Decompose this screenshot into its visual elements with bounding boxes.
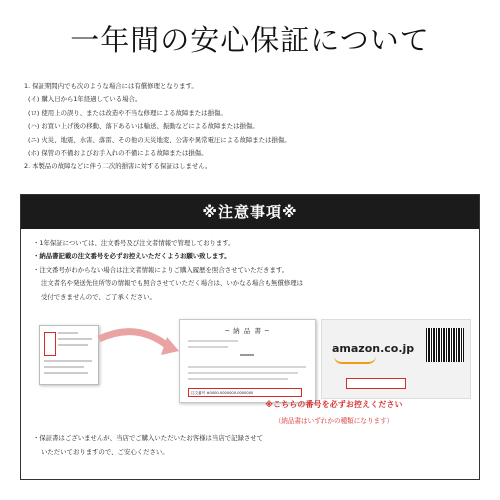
arrow-icon xyxy=(97,325,181,365)
notice-line-emphasis: ・納品書記載の注文番号を必ずお控えいただくようお願い致します。 xyxy=(33,252,231,261)
footer-line: ・保証書はございませんが、当店でご購入いただいたお客様は当店で記録させて xyxy=(33,434,264,442)
footer-notes xyxy=(33,431,473,459)
notice-line: ・注文番号がわからない場合は注文者情報によりご購入履歴を照合させていただきます。 xyxy=(33,265,289,274)
terms-intro: 1. 保証期間内でも次のような場合には有償修理となります。 xyxy=(24,82,198,90)
warranty-terms xyxy=(24,80,484,174)
notice-line: 注文者名や発送先住所等の情報でも照合させていただく場合は、いかなる場合も無償修理は xyxy=(41,279,304,288)
terms-item: (ハ) お買い上げ後の移動、落下あるいは輸送、振動などによる故障または損傷。 xyxy=(28,122,259,131)
gift-slip xyxy=(321,319,471,399)
invoice-document xyxy=(179,319,316,403)
amazon-logo: amazon.co.jp xyxy=(332,342,415,355)
notice-line: 受付できませんので、ご了承ください。 xyxy=(41,292,156,301)
notice-line: ・1年保証については、注文番号及び注文者情報で管理しております。 xyxy=(33,239,235,247)
invoice-illustration xyxy=(39,319,469,425)
terms-item: (イ) 購入日から1年経過している場合。 xyxy=(28,95,142,104)
notice-header: ※注意事項※ xyxy=(21,195,479,229)
order-number-box-2 xyxy=(346,378,406,389)
invoice-thumbnail xyxy=(39,325,99,385)
terms-item: (ホ) 保管の不備およびお手入れの不備による故障または損傷。 xyxy=(28,149,208,158)
red-note: ※こちらの番号を必ずお控えください xyxy=(265,400,403,409)
terms-item-2: 2. 本製品の故障などに伴う二次的損害に対する保証はしません。 xyxy=(24,162,212,171)
page-title: 一年間の安心保証について xyxy=(70,23,430,57)
terms-item: (ロ) 使用上の誤り、または改造や不当な修理による故障または損傷。 xyxy=(28,108,227,117)
barcode-icon xyxy=(426,328,464,362)
terms-item: (ニ) 火災、地震、水害、落雷、その他の天災地変、公害や異常電圧による故障または損傷。 xyxy=(28,135,291,144)
logo-smile-icon xyxy=(334,356,376,364)
footer-line: いただいておりますので、ご安心ください。 xyxy=(41,448,169,456)
notice-notes xyxy=(33,237,473,304)
invoice-title: ─ 納 品 書 ─ xyxy=(225,327,270,335)
red-sub-note: （納品書はいずれかの種類になります） xyxy=(274,417,394,425)
notice-box xyxy=(20,194,480,480)
highlight-box xyxy=(44,332,56,356)
order-number-box: 注文番号 #0000-0000000-0000000 xyxy=(188,388,302,397)
